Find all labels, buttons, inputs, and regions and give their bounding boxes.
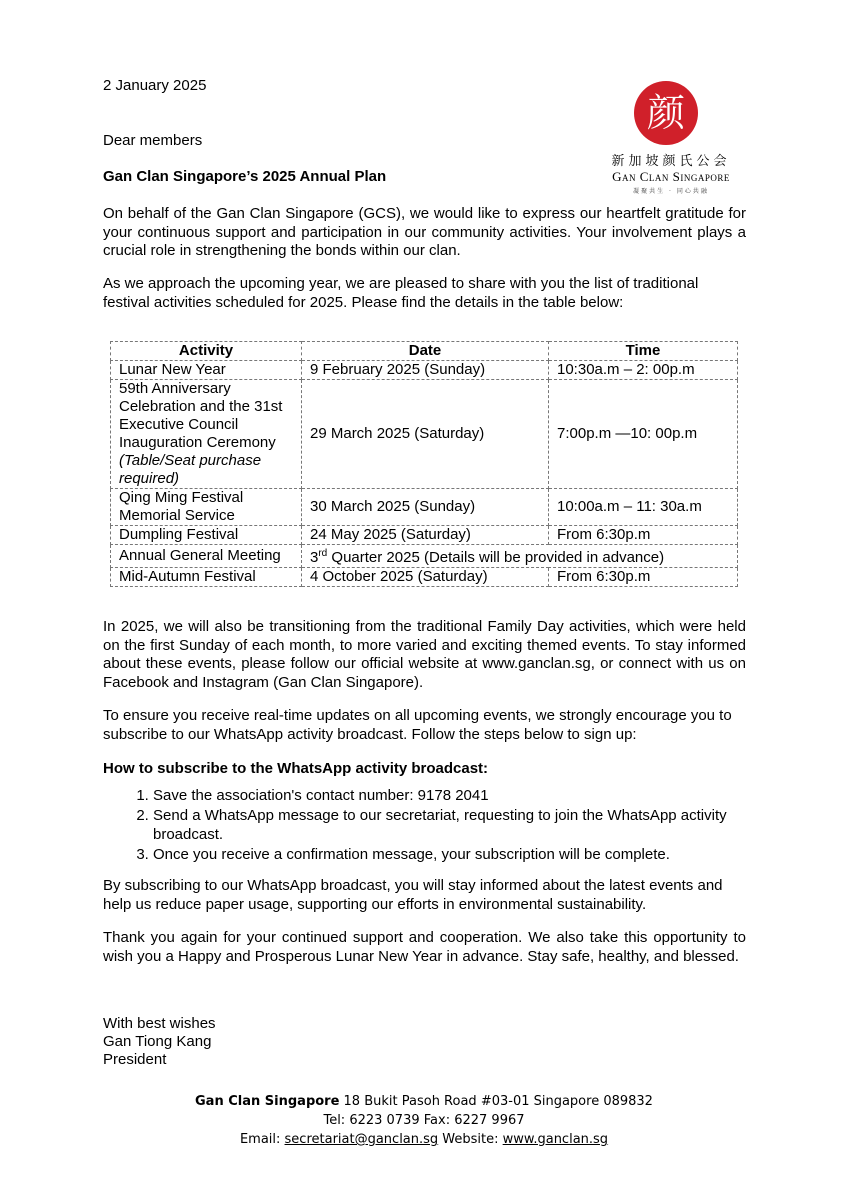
table-row <box>111 545 738 568</box>
letter-title: Gan Clan Singapore’s 2025 Annual Plan <box>103 168 387 185</box>
signer-title: President <box>103 1051 167 1068</box>
header-date: Date <box>302 342 549 361</box>
header-activity: Activity <box>111 342 302 361</box>
list-item: 1. Save the association's contact number: 9178 2041 <box>153 786 796 806</box>
footer-email-label: Email: <box>239 1132 285 1147</box>
subscribe-steps <box>103 786 796 864</box>
logo-chinese-name: 新加坡颜氏公会 <box>611 154 731 169</box>
activity-cell: Lunar New Year <box>111 361 302 380</box>
footer-address: 18 Bukit Pasoh Road #03-01 Singapore 089832 <box>339 1094 653 1109</box>
letter-date: 2 January 2025 <box>103 77 207 94</box>
date-cell: 9 February 2025 (Sunday) <box>302 361 549 380</box>
footer-org-name: Gan Clan Singapore <box>195 1094 340 1109</box>
signer-name: Gan Tiong Kang <box>103 1033 212 1050</box>
subscribe-heading: How to subscribe to the WhatsApp activity broadcast: <box>103 760 489 777</box>
date-cell: 4 October 2025 (Saturday) <box>302 568 549 587</box>
table-row <box>111 526 738 545</box>
paragraph-whatsapp: To ensure you receive real-time updates on all upcoming events, we strongly encourage you to subscribe to our WhatsApp activity broadcast. Follow the steps below to sign up: <box>103 707 732 743</box>
activity-table <box>110 341 738 587</box>
logo-english-name: Gan Clan Singapore <box>612 169 730 184</box>
activity-cell <box>111 380 302 489</box>
table-row <box>111 489 738 526</box>
time-cell: From 6:30p.m <box>549 526 738 545</box>
footer-website-link[interactable]: www.ganclan.sg <box>502 1132 609 1147</box>
date-cell <box>302 545 738 568</box>
activity-cell: Dumpling Festival <box>111 526 302 545</box>
date-ordinal: 3 <box>310 549 319 566</box>
date-ordinal-suffix: rd <box>318 548 328 559</box>
salutation: Dear members <box>103 132 203 149</box>
activity-cell: Mid-Autumn Festival <box>111 568 302 587</box>
paragraph-intro-table: As we approach the upcoming year, we are pleased to share with you the list of traditional festival activities scheduled for 2025. Please find the details in the table below: <box>103 275 699 311</box>
closing: With best wishes <box>103 1015 216 1032</box>
list-item: 2. Send a WhatsApp message to our secretariat, requesting to join the WhatsApp activity broadcast. <box>153 806 796 845</box>
list-item: 3. Once you receive a confirmation message, your subscription will be complete. <box>153 845 796 865</box>
date-cell: 24 May 2025 (Saturday) <box>302 526 549 545</box>
footer-phone-fax: Tel: 6223 0739 Fax: 6227 9967 <box>323 1113 525 1128</box>
date-cell: 30 March 2025 (Sunday) <box>302 489 549 526</box>
footer-email-link[interactable]: secretariat@ganclan.sg <box>284 1132 439 1147</box>
date-cell: 29 March 2025 (Saturday) <box>302 380 549 489</box>
paragraph-themed-events: In 2025, we will also be transitioning from the traditional Family Day activities, which were held on the first Sunday of each month, to more varied and exciting themed events. To stay informed about these events, please follow our official website at www.ganclan.sg, or connect with us on Facebook and Instagram (Gan Clan Singapore). <box>103 618 746 691</box>
logo-motto: 凝聚共生 · 同心共融 <box>633 188 709 195</box>
table-header-row <box>111 342 738 361</box>
footer-contact-line <box>0 1132 848 1147</box>
table-row <box>111 380 738 489</box>
svg-text:颜: 颜 <box>646 91 686 135</box>
time-cell: 10:30a.m – 2: 00p.m <box>549 361 738 380</box>
paragraph-gratitude: On behalf of the Gan Clan Singapore (GCS), we would like to express our heartfelt gratitude for your continuous support and participation in our community activities. Your involvement plays a crucial role in strengthening the bonds within our clan. <box>103 205 746 259</box>
time-cell: 7:00p.m —10: 00p.m <box>549 380 738 489</box>
time-cell: 10:00a.m – 11: 30a.m <box>549 489 738 526</box>
footer-website-label: Website: <box>438 1132 503 1147</box>
table-row <box>111 361 738 380</box>
time-cell: From 6:30p.m <box>549 568 738 587</box>
paragraph-thanks: Thank you again for your continued support and cooperation. We also take this opportunity to wish you a Happy and Prosperous Lunar New Year in advance. Stay safe, healthy, and blessed. <box>103 929 746 965</box>
activity-cell: Qing Ming Festival Memorial Service <box>111 489 302 526</box>
paragraph-sustainability: By subscribing to our WhatsApp broadcast, you will stay informed about the latest events and help us reduce paper usage, supporting our efforts in environmental sustainability. <box>103 877 723 913</box>
activity-name: 59th Anniversary Celebration and the 31st Executive Council Inauguration Ceremony <box>119 380 283 451</box>
activity-note: (Table/Seat purchase required) <box>119 452 262 487</box>
activity-cell: Annual General Meeting <box>111 545 302 568</box>
footer-address-line <box>0 1094 848 1109</box>
date-rest: Quarter 2025 (Details will be provided in advance) <box>327 549 665 566</box>
header-time: Time <box>549 342 738 361</box>
table-row <box>111 568 738 587</box>
